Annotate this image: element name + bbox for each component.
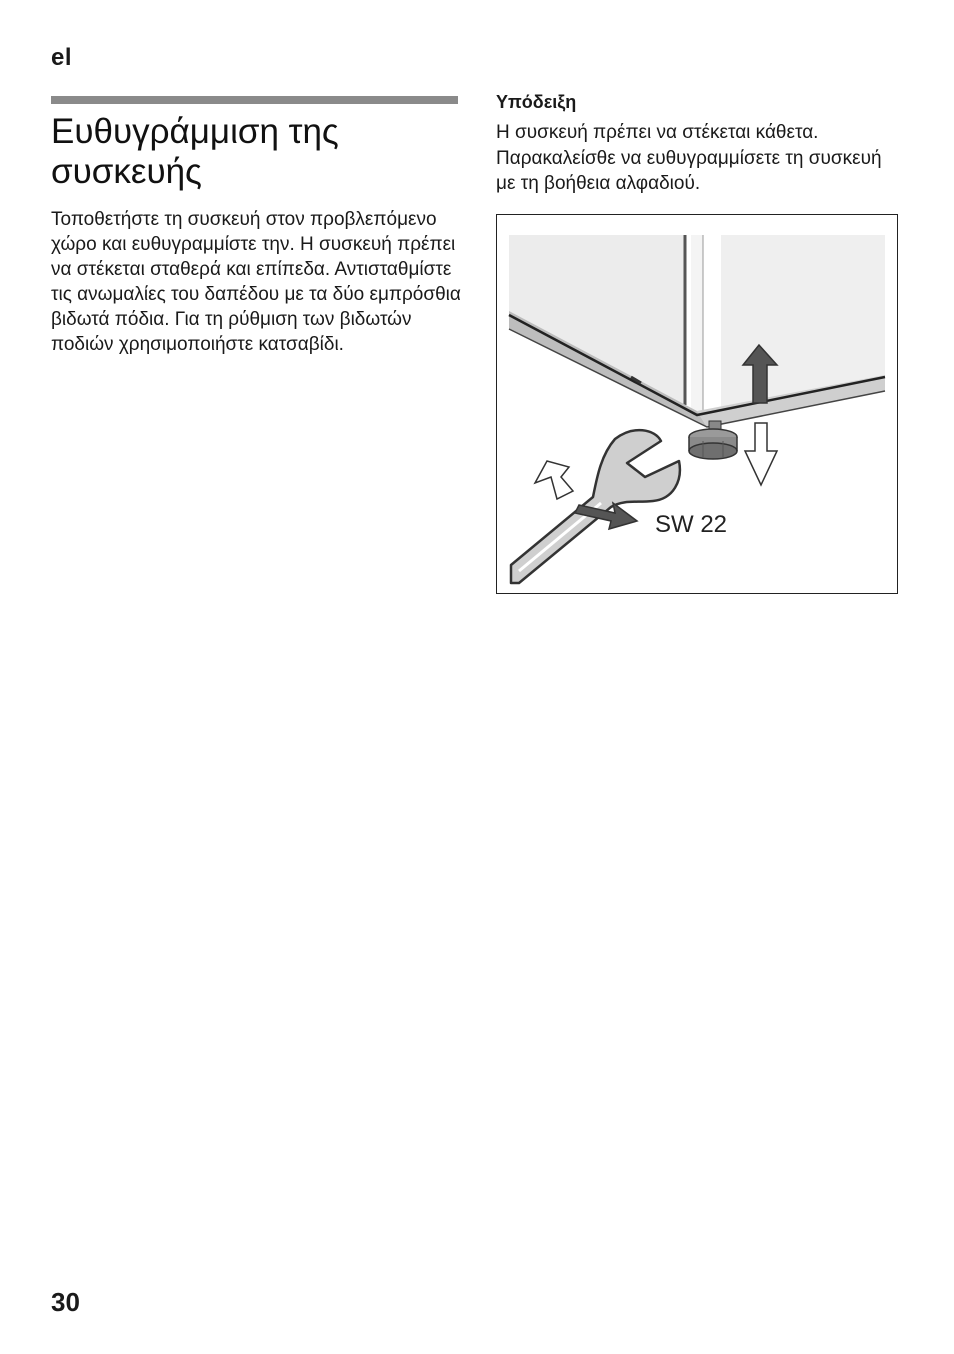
wrench-size-label: SW 22 <box>655 511 728 538</box>
section-rule <box>51 96 458 104</box>
arrow-down-icon <box>745 423 777 485</box>
note-text: Η συσκευή πρέπει να στέκεται κάθετα. Παρακαλείσθε να ευθυγραμμίσετε τη συσκευή με τη βοήθεια αλφαδιού. <box>496 122 882 194</box>
adjustable-foot <box>689 421 737 459</box>
appliance-corner <box>509 235 885 427</box>
language-tag: el <box>51 44 73 71</box>
section-body: Τοποθετήστε τη συσκευή στον προβλεπόμενο χώρο και ευθυγραμμίστε την. Η συσκευή πρέπει να στέκεται σταθερά και επίπεδα. Αντισταθμίστε τις ανωμαλίες του δαπέδου με τα δύο εμπρόσθια βιδωτά πόδια. Για τη ρύθμιση των βιδωτών ποδιών χρησιμοποιήστε κατσαβίδι. <box>51 209 461 355</box>
note-heading: Υπόδειξη <box>496 92 577 112</box>
section-title: Ευθυγράμμιση της συσκευής <box>51 112 339 191</box>
wrench-icon <box>511 430 680 583</box>
page-number: 30 <box>51 1287 80 1317</box>
leveling-figure <box>496 214 898 594</box>
